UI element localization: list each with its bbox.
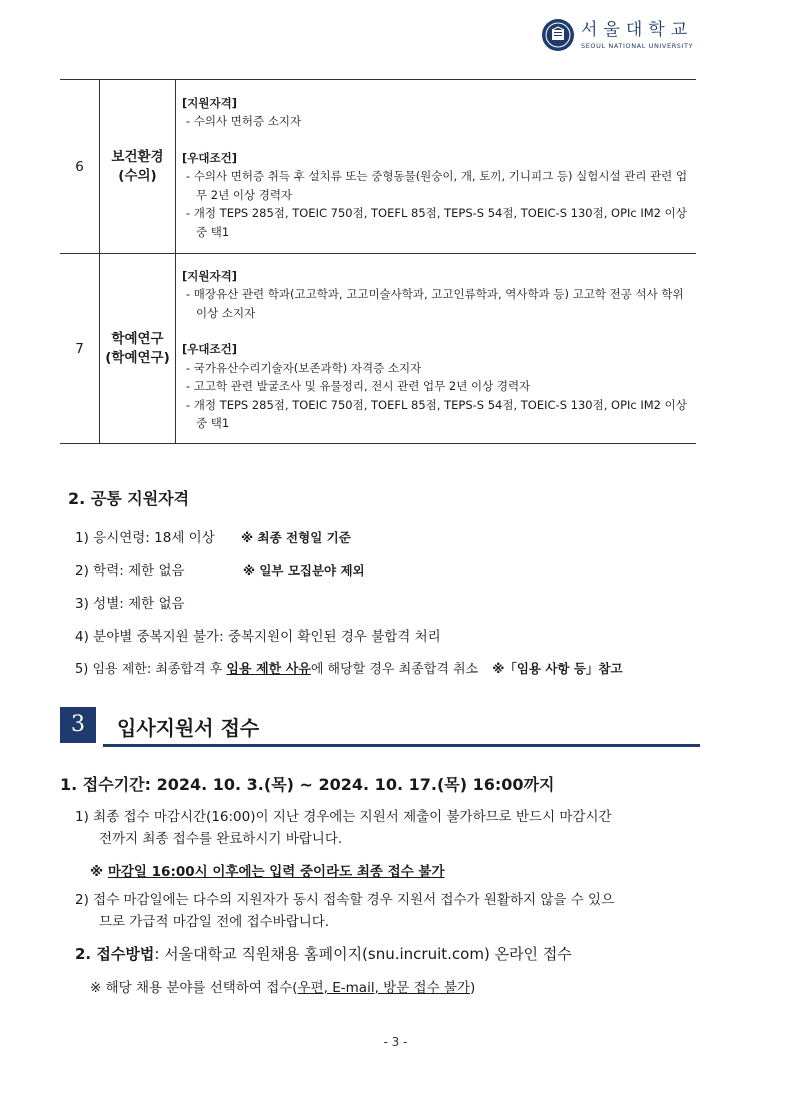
deadline-note-mark: ※	[90, 864, 108, 880]
method-note-pre: ※ 해당 채용 분야를 선택하여 접수(	[90, 980, 298, 996]
restriction-note: ※「임용 사항 등」참고	[492, 661, 623, 676]
section-divider	[103, 744, 700, 747]
field-name-line2: (수의)	[118, 167, 157, 184]
restriction-post: 에 해당할 경우 최종합격 취소	[310, 662, 479, 677]
common-item-gender: 3) 성별: 제한 없음	[75, 596, 185, 612]
deadline-note-text: 마감일 16:00시 이후에는 입력 중이라도 최종 접수 불가	[107, 864, 445, 880]
list-item: - 매장유산 관련 학과(고고학과, 고고미술사학과, 고고인류학과, 역사학과 등) 고고학 전공 석사 학위 이상 소지자	[186, 287, 684, 320]
qualification-heading: [지원자격]	[182, 95, 237, 110]
list-item: - 고고학 관련 발굴조사 및 유물정리, 전시 관련 업무 2년 이상 경력자	[186, 379, 531, 393]
method-text: : 서울대학교 직원채용 홈페이지(snu.incruit.com) 온라인 접수	[154, 945, 572, 963]
field-name	[100, 80, 176, 254]
row-number: 7	[60, 254, 100, 444]
restriction-underlined: 임용 제한 사유	[226, 662, 311, 677]
period-item-2-line1: 2) 접수 마감일에는 다수의 지원자가 동시 접속할 경우 지원서 접수가 원활하지 않을 수 있으	[75, 892, 615, 908]
age-text: 1) 응시연령: 18세 이상	[75, 530, 215, 546]
list-item: - 개정 TEPS 285점, TOEIC 750점, TOEFL 85점, TEPS-S 54점, TOEIC-S 130점, OPIc IM2 이상 중 택1	[186, 397, 687, 430]
education-note: ※ 일부 모집분야 제외	[242, 563, 365, 578]
period-item-2	[75, 889, 705, 933]
method-note	[90, 976, 475, 996]
period-item-1-line2: 전까지 최종 접수를 완료하시기 바랍니다.	[99, 831, 343, 847]
period-item-2-line2: 므로 가급적 마감일 전에 접수바랍니다.	[99, 914, 330, 930]
method-note-post: )	[469, 980, 476, 996]
period-item-1	[75, 806, 705, 850]
preference-heading: [우대조건]	[182, 150, 237, 165]
common-item-age	[75, 526, 351, 546]
logo-korean-name: 서울대학교	[581, 20, 694, 40]
common-item-duplicate: 4) 분야별 중복지원 불가: 중복지원이 확인된 경우 불합격 처리	[75, 629, 441, 645]
common-item-education	[75, 559, 365, 579]
requirements-table	[60, 79, 696, 444]
application-method	[75, 943, 572, 964]
field-name	[100, 254, 176, 444]
common-qualifications-title: 2. 공통 지원자격	[68, 489, 190, 508]
education-text: 2) 학력: 제한 없음	[75, 563, 185, 579]
qualification-heading: [지원자격]	[182, 268, 237, 283]
field-name-line2: (학예연구)	[105, 349, 170, 366]
university-seal-icon	[541, 18, 575, 52]
page-number: - 3 -	[383, 1035, 408, 1049]
restriction-pre: 5) 임용 제한: 최종합격 후	[75, 662, 227, 677]
preference-heading: [우대조건]	[182, 342, 237, 356]
application-period-title: 1. 접수기간: 2024. 10. 3.(목) ~ 2024. 10. 17.(목) 16:00까지	[60, 775, 555, 794]
section-title: 입사지원서 접수	[117, 716, 260, 740]
common-item-restriction	[75, 658, 623, 677]
table-row	[60, 80, 696, 254]
table-row	[60, 254, 696, 444]
field-name-line1: 학예연구	[111, 330, 164, 347]
list-item: - 개정 TEPS 285점, TOEIC 750점, TOEFL 85점, TEPS-S 54점, TOEIC-S 130점, OPIc IM2 이상 중 택1	[186, 206, 687, 239]
university-logo	[541, 18, 693, 52]
age-note: ※ 최종 전형일 기준	[241, 530, 351, 545]
period-item-1-line1: 1) 최종 접수 마감시간(16:00)이 지난 경우에는 지원서 제출이 불가하므로 반드시 마감시간	[75, 809, 612, 825]
field-name-line1: 보건환경	[111, 148, 164, 165]
requirements-cell	[176, 80, 697, 254]
row-number: 6	[60, 80, 100, 254]
section-number-badge: 3	[60, 707, 96, 743]
list-item: - 수의사 면허증 소지자	[186, 114, 302, 129]
method-note-underlined: 우편, E-mail, 방문 접수 불가	[297, 980, 470, 996]
list-item: - 수의사 면허증 취득 후 설치류 또는 중형동물(원숭이, 개, 토끼, 기니피그 등) 실험시설 관리 관련 업무 2년 이상 경력자	[186, 169, 688, 202]
deadline-note	[90, 860, 445, 880]
requirements-cell	[176, 254, 697, 444]
method-label: 2. 접수방법	[75, 945, 155, 963]
list-item: - 국가유산수리기술자(보존과학) 자격증 소지자	[186, 360, 422, 375]
logo-english-name: SEOUL NATIONAL UNIVERSITY	[581, 42, 694, 50]
